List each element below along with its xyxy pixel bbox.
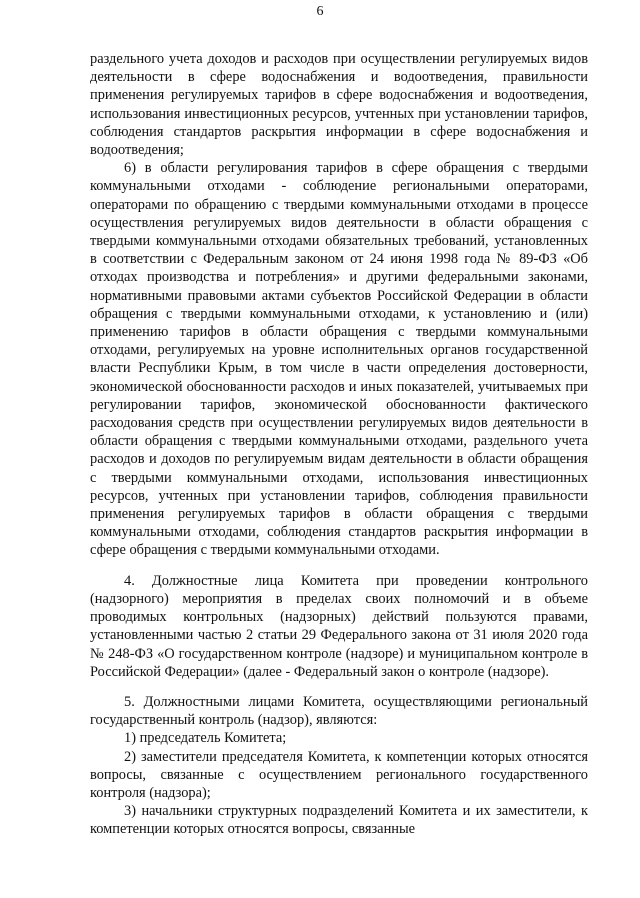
- page-number: 6: [316, 4, 324, 19]
- paragraph-item-6-waste: 6) в области регулирования тарифов в сфере обращения с твердыми коммунальными отходами - соблюдение региональными операторами, операторами по обращению с твердыми коммунальными отходами в процессе осуществления регулируемых видов деятельности в области обращения с твердыми коммунальными отходами обязательных требований, установленных в соответствии с Федеральным законом от 24 июня 1998 года № 89-ФЗ «Об отходах производства и потребления» и другими федеральными законами, нормативными правовыми актами субъектов Российской Федерации в области обращения с твердыми коммунальными отходами, к установлению и (или) применению тарифов в области обращения с твердыми коммунальными отходами, регулируемых на уровне исполнительных органов государственной власти Республики Крым, в том числе в части определения достоверности, экономической обоснованности расходов и иных показателей, учитываемых при регулировании тарифов, экономической обоснованности фактического расходования средств при осуществлении регулируемых видов деятельности в области обращения с твердыми коммунальными отходами, раздельного учета расходов и доходов по регулируемым видам деятельности в области обращения с твердыми коммунальными отходами, использования инвестиционных ресурсов, учтенных при установлении тарифов, соблюдения правильности применения регулируемых тарифов в области обращения с твердыми коммунальными отходами, соблюдения стандартов раскрытия информации в сфере обращения с твердыми коммунальными отходами.: [90, 160, 588, 559]
- paragraph-water-continuation: раздельного учета доходов и расходов при осуществлении регулируемых видов деятельности в сфере водоснабжения и водоотведения, правильности применения регулируемых тарифов в сфере водоснабжения и водоотведения, использования инвестиционных ресурсов, учтенных при установлении тарифов, соблюдения стандартов раскрытия информации в сфере водоснабжения и водоотведения;: [90, 51, 588, 159]
- list-item-3: 3) начальники структурных подразделений Комитета и их заместители, к компетенции которых относятся вопросы, связанные: [90, 803, 588, 838]
- list-item-2: 2) заместители председателя Комитета, к компетенции которых относятся вопросы, связанные с осуществлением регионального государственного контроля (надзора);: [90, 748, 588, 801]
- document-body: [90, 50, 588, 839]
- paragraph-section-4: 4. Должностные лица Комитета при проведении контрольного (надзорного) мероприятия в пределах своих полномочий и в объеме проводимых контрольных (надзорных) действий пользуются правами, установленными частью 2 статьи 29 Федерального закона от 31 июля 2020 года № 248-ФЗ «О государственном контроле (надзоре) и муниципальном контроле в Российской Федерации» (далее - Федеральный закон о контроле (надзоре).: [90, 572, 588, 680]
- list-item-1: 1) председатель Комитета;: [124, 730, 287, 747]
- paragraph-section-5: 5. Должностными лицами Комитета, осуществляющими региональный государственный контроль (надзор), являются:: [90, 693, 588, 729]
